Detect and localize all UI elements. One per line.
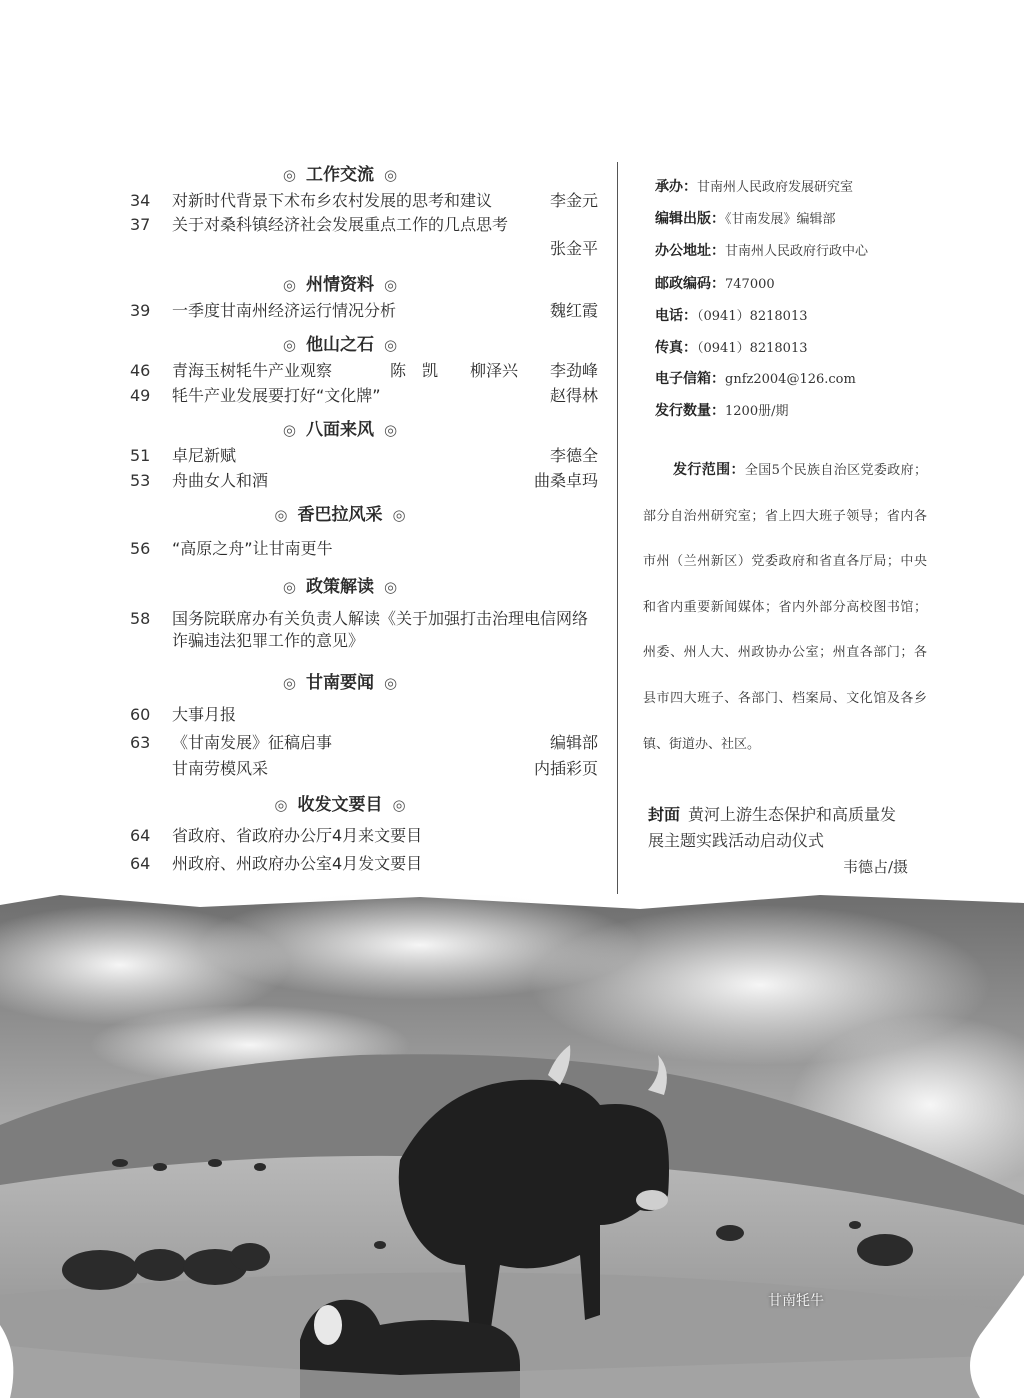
section-marker: ◎ — [282, 166, 296, 184]
info-row — [655, 305, 807, 325]
toc-page-number: 56 — [130, 539, 151, 558]
section-title: 政策解读 — [306, 577, 374, 597]
section-marker: ◎ — [392, 506, 406, 524]
toc-section-heading — [130, 415, 550, 440]
toc-page-number: 49 — [130, 386, 151, 405]
section-marker: ◎ — [384, 421, 398, 439]
section-title: 八面来风 — [306, 420, 374, 440]
section-marker: ◎ — [282, 421, 296, 439]
section-title: 州情资料 — [306, 275, 374, 295]
info-value: （0941）8218013 — [697, 309, 808, 324]
toc-entry-title: 卓尼新赋 — [172, 446, 237, 465]
cover-note — [648, 802, 908, 880]
section-marker: ◎ — [282, 674, 296, 692]
info-value: 甘南州人民政府发展研究室 — [697, 180, 854, 195]
info-label: 电话： — [655, 308, 697, 324]
toc-entry-author: 陈 凯 柳泽兴 李劲峰 — [389, 361, 598, 380]
info-value: 747000 — [725, 277, 775, 292]
toc-entry-title: 《甘南发展》征稿启事 — [172, 733, 333, 752]
toc-page-number: 63 — [130, 733, 151, 752]
info-value: 甘南州人民政府行政中心 — [725, 244, 869, 259]
toc-section-heading — [130, 330, 550, 355]
photo-caption: 甘南牦牛 — [768, 1293, 824, 1309]
yak-photo — [0, 895, 1024, 1398]
toc-entry-author: 李金元 — [549, 191, 598, 210]
distribution-scope — [643, 448, 927, 767]
toc-entry-title: 对新时代背景下术布乡农村发展的思考和建议 — [172, 191, 493, 210]
distribution-scope-text: 全国5个民族自治区党委政府；部分自治州研究室；省上四大班子领导；省内各市州（兰州新区）党委政府和省直各厅局；中央和省内重要新闻媒体；省内外部分高校图书馆；州委、州人大、州政协办公室；州直各部门；各县市四大班子、各部门、档案局、文化馆及各乡镇、街道办、社区。 — [643, 463, 927, 752]
section-title: 甘南要闻 — [306, 673, 374, 693]
toc-page-number: 51 — [130, 446, 151, 465]
info-value: 1200册/期 — [725, 404, 789, 419]
section-marker: ◎ — [384, 276, 398, 294]
toc-entry-title: 国务院联席办有关负责人解读《关于加强打击治理电信网络诈骗违法犯罪工作的意见》 — [172, 609, 589, 650]
info-label: 邮政编码： — [655, 276, 725, 292]
distribution-scope-label: 发行范围： — [673, 462, 745, 478]
info-value: 《甘南发展》编辑部 — [725, 212, 836, 227]
toc-entry-title: 甘南劳模风采 — [172, 759, 269, 778]
section-marker: ◎ — [392, 796, 406, 814]
section-marker: ◎ — [282, 578, 296, 596]
section-marker: ◎ — [274, 796, 288, 814]
info-label: 传真： — [655, 340, 697, 356]
toc-entry-author: 内插彩页 — [533, 759, 598, 778]
toc-entry-title: 青海玉树牦牛产业观察 — [172, 361, 333, 380]
info-label: 发行数量： — [655, 403, 725, 419]
toc-page-number: 53 — [130, 471, 151, 490]
toc-section-heading — [130, 160, 550, 185]
section-marker: ◎ — [282, 276, 296, 294]
toc-section-heading — [130, 572, 550, 597]
section-marker: ◎ — [384, 166, 398, 184]
cover-credit: 韦德占/摄 — [842, 858, 908, 876]
info-value: （0941）8218013 — [697, 341, 808, 356]
toc-page-number: 64 — [130, 854, 151, 873]
info-row — [655, 176, 853, 196]
info-value: gnfz2004@126.com — [725, 372, 856, 387]
toc-entry-title: 牦牛产业发展要打好“文化牌” — [172, 386, 381, 405]
info-row — [655, 208, 836, 228]
toc-entry-author: 张金平 — [549, 239, 598, 258]
toc-section-heading — [130, 790, 550, 815]
section-title: 香巴拉风采 — [297, 505, 383, 525]
info-row — [655, 368, 856, 388]
toc-entry-author: 曲桑卓玛 — [533, 471, 598, 490]
cover-text: 黄河上游生态保护和高质量发展主题实践活动启动仪式 — [648, 805, 897, 850]
info-row — [655, 273, 775, 293]
toc-page-number: 58 — [130, 609, 151, 628]
toc-page-number: 39 — [130, 301, 151, 320]
column-divider — [617, 162, 618, 894]
cover-label: 封面 — [648, 805, 681, 824]
toc-page-number: 60 — [130, 705, 151, 724]
section-marker: ◎ — [274, 506, 288, 524]
toc-entry-title: 省政府、省政府办公厅4月来文要目 — [172, 826, 423, 845]
info-row — [655, 240, 868, 260]
toc-entry-title: 舟曲女人和酒 — [172, 471, 269, 490]
toc-section-heading — [130, 270, 550, 295]
info-row — [655, 400, 788, 420]
toc-entry-author: 魏红霞 — [549, 301, 598, 320]
section-marker: ◎ — [384, 336, 398, 354]
toc-page-number: 37 — [130, 215, 151, 234]
toc-section-heading — [130, 500, 550, 525]
toc-entry-title: “高原之舟”让甘南更牛 — [172, 539, 333, 558]
toc-entry-title: 大事月报 — [172, 705, 237, 724]
toc-entry-title: 一季度甘南州经济运行情况分析 — [172, 301, 397, 320]
section-marker: ◎ — [384, 578, 398, 596]
toc-entry-author: 编辑部 — [549, 733, 598, 752]
section-title: 他山之石 — [306, 335, 374, 355]
toc-entry-title: 州政府、州政府办公室4月发文要目 — [172, 854, 423, 873]
toc-page-number: 64 — [130, 826, 151, 845]
section-title: 工作交流 — [306, 165, 374, 185]
info-label: 承办： — [655, 179, 697, 195]
section-title: 收发文要目 — [297, 795, 383, 815]
info-label: 电子信箱： — [655, 371, 725, 387]
toc-entry-author: 赵得林 — [549, 386, 598, 405]
toc-page-number: 34 — [130, 191, 151, 210]
info-label: 编辑出版： — [655, 211, 725, 227]
toc-entry-title: 关于对桑科镇经济社会发展重点工作的几点思考 — [172, 215, 509, 234]
toc-page-number: 46 — [130, 361, 151, 380]
info-label: 办公地址： — [655, 243, 725, 259]
toc-entry-author: 李德全 — [549, 446, 598, 465]
section-marker: ◎ — [384, 674, 398, 692]
info-row — [655, 337, 807, 357]
toc-section-heading — [130, 668, 550, 693]
section-marker: ◎ — [282, 336, 296, 354]
